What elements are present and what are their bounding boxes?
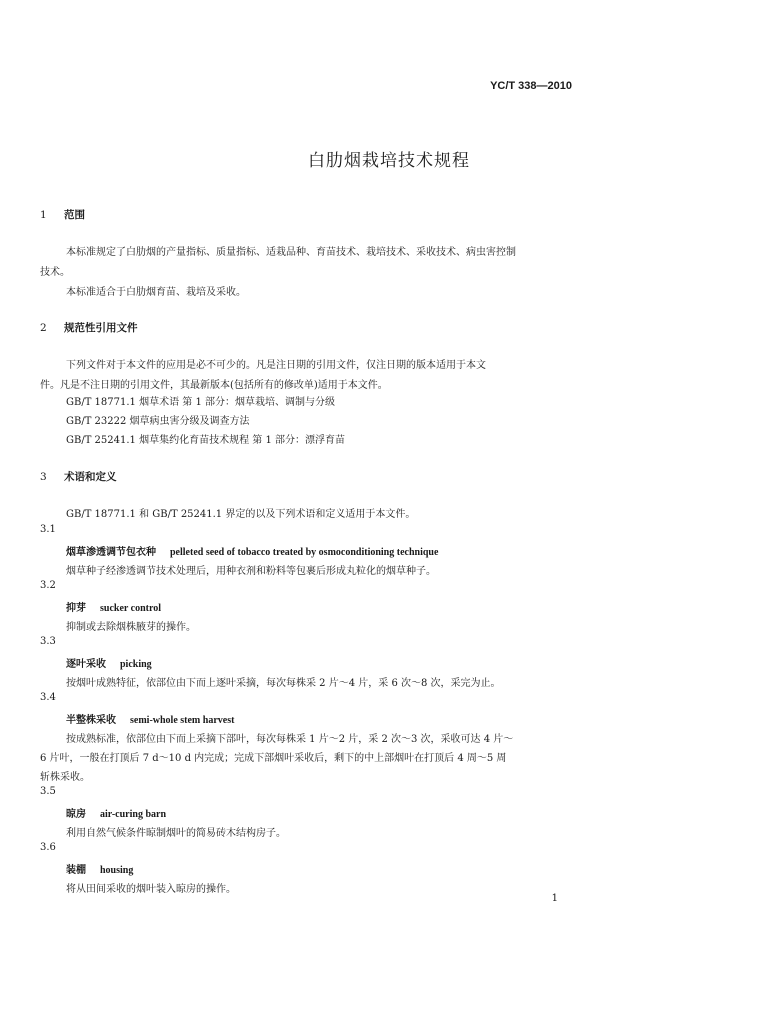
term-number: 3.1 (40, 524, 56, 535)
term-definition: 按成熟标准，依部位由下而上采摘下部叶，每次每株采 1 片～2 片，采 2 次～3 次，采收可达 4 片～ (66, 734, 514, 745)
section-3-heading (40, 469, 117, 484)
term-chinese: 装棚 (66, 865, 86, 876)
section-number: 1 (40, 209, 47, 221)
term-number: 3.5 (40, 786, 56, 797)
paragraph-line: 件。凡是不注日期的引用文件，其最新版本(包括所有的修改单)适用于本文件。 (40, 380, 388, 391)
paragraph-line: 技术。 (40, 267, 70, 278)
term-definition: 斩株采收。 (40, 772, 90, 783)
term-number: 3.4 (40, 692, 56, 703)
term-chinese: 抑芽 (66, 603, 86, 614)
term-english: sucker control (100, 603, 162, 614)
section-title: 术语和定义 (64, 471, 117, 483)
term-definition: 抑制或去除烟株腋芽的操作。 (66, 622, 196, 633)
term-chinese: 半整株采收 (66, 715, 116, 726)
term-definition: 6 片叶，一般在打顶后 7 d～10 d 内完成；完成下部烟叶采收后，剩下的中上部烟叶在打顶后 4 周～5 周 (40, 753, 507, 764)
term-number: 3.3 (40, 636, 56, 647)
term-heading (66, 543, 438, 558)
section-2-heading (40, 320, 138, 335)
section-1-heading (40, 207, 85, 222)
reference-item: GB/T 18771.1 烟草术语 第 1 部分：烟草栽培、调制与分级 (66, 397, 335, 408)
term-english: pelleted seed of tobacco treated by osmoconditioning technique (170, 547, 439, 558)
reference-item: GB/T 25241.1 烟草集约化育苗技术规程 第 1 部分：漂浮育苗 (66, 435, 345, 446)
paragraph-line: 下列文件对于本文件的应用是必不可少的。凡是注日期的引用文件，仅注日期的版本适用于本文 (66, 360, 486, 371)
term-heading (66, 711, 234, 726)
page-number: 1 (551, 893, 558, 904)
term-definition: 将从田间采收的烟叶装入晾房的操作。 (66, 884, 236, 895)
document-title: 白肋烟栽培技术规程 (308, 151, 470, 171)
term-definition: 按烟叶成熟特征，依部位由下而上逐叶采摘，每次每株采 2 片～4 片，采 6 次～8 次，采完为止。 (66, 678, 501, 689)
term-heading (66, 655, 152, 670)
term-chinese: 烟草渗透调节包衣种 (66, 547, 156, 558)
term-chinese: 逐叶采收 (66, 659, 106, 670)
term-number: 3.6 (40, 842, 56, 853)
term-english: air-curing barn (100, 809, 167, 820)
paragraph-line: 本标准规定了白肋烟的产量指标、质量指标、适栽品种、育苗技术、栽培技术、采收技术、病虫害控制 (66, 247, 516, 258)
term-english: housing (100, 865, 134, 876)
term-heading (66, 805, 166, 820)
term-heading (66, 599, 161, 614)
term-definition: 烟草种子经渗透调节技术处理后，用种衣剂和粉料等包裹后形成丸粒化的烟草种子。 (66, 566, 436, 577)
term-english: semi-whole stem harvest (130, 715, 235, 726)
term-number: 3.2 (40, 580, 56, 591)
term-definition: 利用自然气候条件晾制烟叶的简易砖木结构房子。 (66, 828, 286, 839)
section-number: 3 (40, 471, 47, 483)
reference-item: GB/T 23222 烟草病虫害分级及调查方法 (66, 416, 250, 427)
term-heading (66, 861, 133, 876)
section-title: 范围 (64, 209, 85, 221)
term-english: picking (120, 659, 152, 670)
section-number: 2 (40, 322, 47, 334)
section-title: 规范性引用文件 (64, 322, 138, 334)
term-chinese: 晾房 (66, 809, 86, 820)
paragraph-line: 本标准适合于白肋烟育苗、栽培及采收。 (66, 287, 246, 298)
paragraph-line: GB/T 18771.1 和 GB/T 25241.1 界定的以及下列术语和定义适用于本文件。 (66, 509, 416, 520)
standard-number: YC/T 338—2010 (490, 80, 572, 92)
